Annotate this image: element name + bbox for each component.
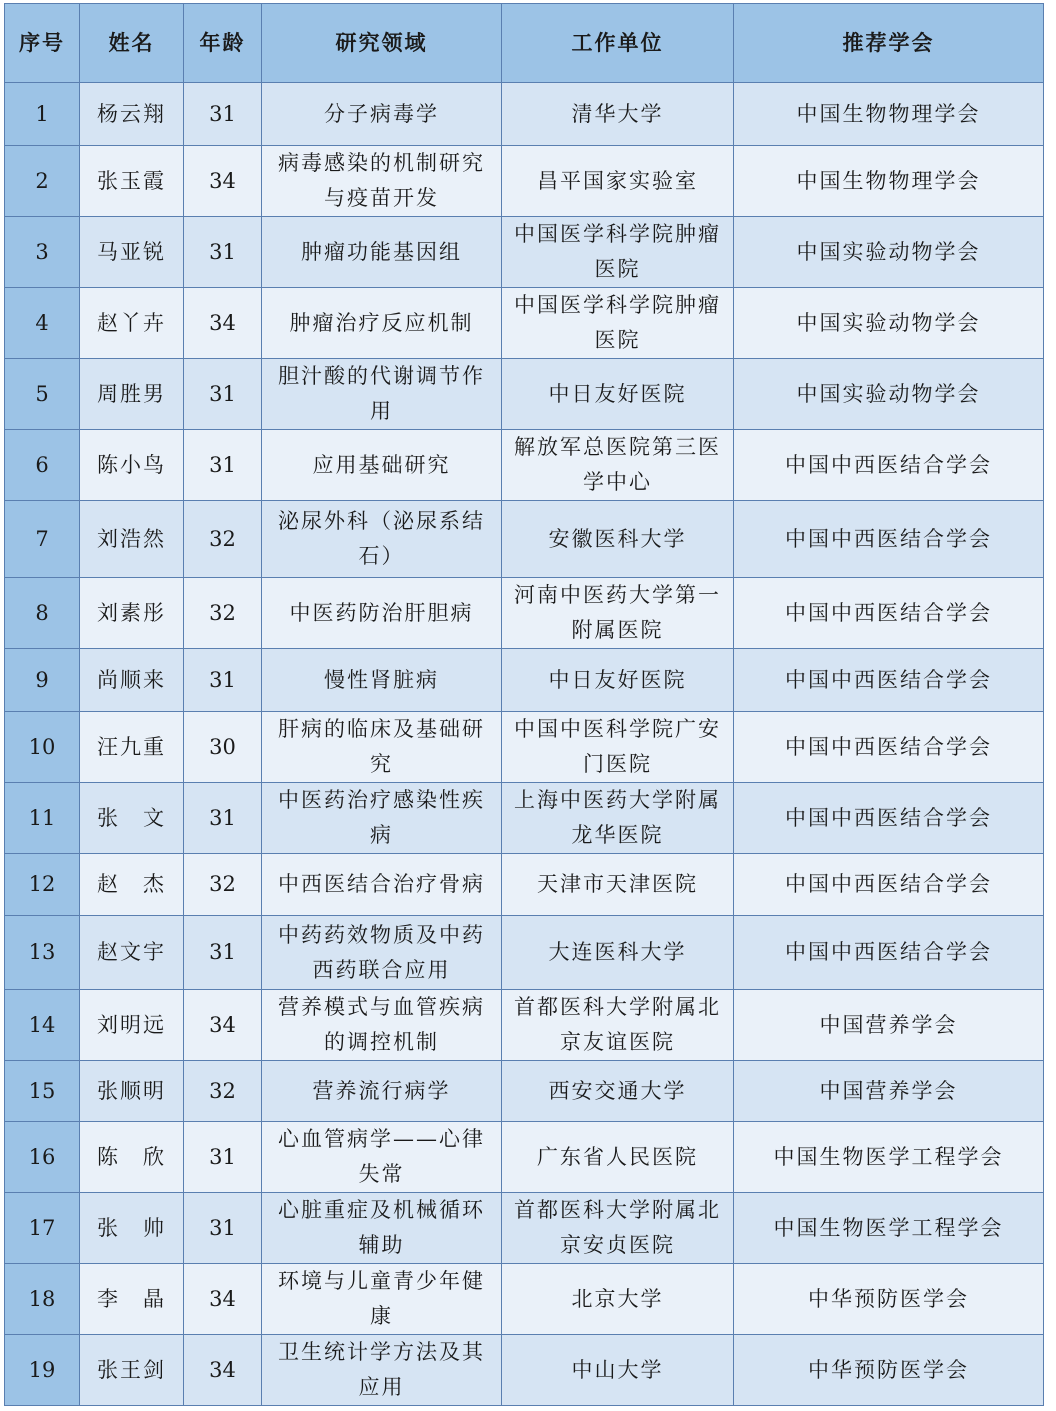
cell-index: 18 <box>5 1264 80 1335</box>
cell-name: 张玉霞 <box>80 146 184 217</box>
table-row <box>5 501 1044 578</box>
cell-society: 中国实验动物学会 <box>734 217 1044 288</box>
cell-field: 肝病的临床及基础研究 <box>262 712 502 783</box>
table-row <box>5 83 1044 146</box>
cell-name: 马亚锐 <box>80 217 184 288</box>
cell-unit: 解放军总医院第三医学中心 <box>502 430 734 501</box>
cell-field: 肿瘤功能基因组 <box>262 217 502 288</box>
cell-society: 中国生物物理学会 <box>734 146 1044 217</box>
cell-field: 卫生统计学方法及其应用 <box>262 1335 502 1406</box>
cell-index: 11 <box>5 783 80 854</box>
table-row <box>5 578 1044 649</box>
header-index: 序号 <box>5 4 80 83</box>
cell-index: 15 <box>5 1061 80 1122</box>
cell-index: 17 <box>5 1193 80 1264</box>
cell-age: 31 <box>184 916 262 990</box>
cell-society: 中国实验动物学会 <box>734 288 1044 359</box>
cell-field: 心血管病学——心律失常 <box>262 1122 502 1193</box>
cell-society: 中国中西医结合学会 <box>734 430 1044 501</box>
cell-unit: 中山大学 <box>502 1335 734 1406</box>
cell-field: 泌尿外科（泌尿系结石） <box>262 501 502 578</box>
cell-field: 心脏重症及机械循环辅助 <box>262 1193 502 1264</box>
cell-field: 环境与儿童青少年健康 <box>262 1264 502 1335</box>
cell-unit: 广东省人民医院 <box>502 1122 734 1193</box>
cell-age: 32 <box>184 1061 262 1122</box>
cell-society: 中华预防医学会 <box>734 1264 1044 1335</box>
cell-age: 31 <box>184 83 262 146</box>
cell-index: 4 <box>5 288 80 359</box>
cell-name: 张 帅 <box>80 1193 184 1264</box>
cell-age: 31 <box>184 217 262 288</box>
cell-society: 中国中西医结合学会 <box>734 712 1044 783</box>
cell-name: 汪九重 <box>80 712 184 783</box>
cell-index: 9 <box>5 649 80 712</box>
cell-age: 34 <box>184 146 262 217</box>
table-row <box>5 783 1044 854</box>
cell-society: 中国生物医学工程学会 <box>734 1122 1044 1193</box>
cell-age: 31 <box>184 359 262 430</box>
cell-age: 34 <box>184 990 262 1061</box>
cell-name: 杨云翔 <box>80 83 184 146</box>
cell-age: 31 <box>184 1122 262 1193</box>
cell-field: 应用基础研究 <box>262 430 502 501</box>
cell-age: 32 <box>184 501 262 578</box>
cell-index: 14 <box>5 990 80 1061</box>
cell-age: 31 <box>184 1193 262 1264</box>
cell-society: 中国中西医结合学会 <box>734 854 1044 916</box>
cell-name: 陈小鸟 <box>80 430 184 501</box>
cell-age: 32 <box>184 578 262 649</box>
cell-unit: 天津市天津医院 <box>502 854 734 916</box>
cell-field: 中药药效物质及中药西药联合应用 <box>262 916 502 990</box>
cell-name: 赵 杰 <box>80 854 184 916</box>
cell-name: 尚顺来 <box>80 649 184 712</box>
cell-index: 10 <box>5 712 80 783</box>
cell-society: 中国生物物理学会 <box>734 83 1044 146</box>
cell-field: 分子病毒学 <box>262 83 502 146</box>
table-row <box>5 288 1044 359</box>
cell-name: 张顺明 <box>80 1061 184 1122</box>
table-row <box>5 990 1044 1061</box>
cell-index: 6 <box>5 430 80 501</box>
table-row <box>5 217 1044 288</box>
cell-unit: 北京大学 <box>502 1264 734 1335</box>
cell-unit: 中国中医科学院广安门医院 <box>502 712 734 783</box>
cell-society: 中国实验动物学会 <box>734 359 1044 430</box>
cell-index: 3 <box>5 217 80 288</box>
cell-age: 31 <box>184 649 262 712</box>
cell-name: 张 文 <box>80 783 184 854</box>
cell-age: 31 <box>184 430 262 501</box>
cell-field: 中医药治疗感染性疾病 <box>262 783 502 854</box>
cell-unit: 中国医学科学院肿瘤医院 <box>502 288 734 359</box>
cell-age: 30 <box>184 712 262 783</box>
cell-name: 刘浩然 <box>80 501 184 578</box>
cell-unit: 清华大学 <box>502 83 734 146</box>
table-row <box>5 146 1044 217</box>
table-row <box>5 359 1044 430</box>
cell-age: 32 <box>184 854 262 916</box>
cell-name: 刘素彤 <box>80 578 184 649</box>
header-society: 推荐学会 <box>734 4 1044 83</box>
cell-unit: 大连医科大学 <box>502 916 734 990</box>
cell-field: 慢性肾脏病 <box>262 649 502 712</box>
table-row <box>5 649 1044 712</box>
cell-age: 34 <box>184 1264 262 1335</box>
table-row <box>5 916 1044 990</box>
cell-age: 34 <box>184 288 262 359</box>
cell-name: 赵丫卉 <box>80 288 184 359</box>
cell-society: 中国生物医学工程学会 <box>734 1193 1044 1264</box>
cell-unit: 上海中医药大学附属龙华医院 <box>502 783 734 854</box>
cell-society: 中国营养学会 <box>734 990 1044 1061</box>
cell-unit: 中日友好医院 <box>502 359 734 430</box>
cell-name: 张王剑 <box>80 1335 184 1406</box>
cell-index: 8 <box>5 578 80 649</box>
header-age: 年龄 <box>184 4 262 83</box>
cell-unit: 首都医科大学附属北京安贞医院 <box>502 1193 734 1264</box>
cell-field: 营养模式与血管疾病的调控机制 <box>262 990 502 1061</box>
cell-unit: 首都医科大学附属北京友谊医院 <box>502 990 734 1061</box>
cell-unit: 中日友好医院 <box>502 649 734 712</box>
cell-age: 34 <box>184 1335 262 1406</box>
header-row <box>5 4 1044 83</box>
header-unit: 工作单位 <box>502 4 734 83</box>
cell-name: 陈 欣 <box>80 1122 184 1193</box>
cell-index: 7 <box>5 501 80 578</box>
header-field: 研究领域 <box>262 4 502 83</box>
cell-index: 19 <box>5 1335 80 1406</box>
cell-index: 5 <box>5 359 80 430</box>
cell-name: 李 晶 <box>80 1264 184 1335</box>
cell-unit: 安徽医科大学 <box>502 501 734 578</box>
cell-index: 12 <box>5 854 80 916</box>
cell-field: 肿瘤治疗反应机制 <box>262 288 502 359</box>
table-row <box>5 430 1044 501</box>
cell-index: 2 <box>5 146 80 217</box>
header-name: 姓名 <box>80 4 184 83</box>
cell-field: 胆汁酸的代谢调节作用 <box>262 359 502 430</box>
cell-name: 刘明远 <box>80 990 184 1061</box>
cell-society: 中国营养学会 <box>734 1061 1044 1122</box>
cell-index: 13 <box>5 916 80 990</box>
cell-field: 中西医结合治疗骨病 <box>262 854 502 916</box>
cell-society: 中国中西医结合学会 <box>734 578 1044 649</box>
table-row <box>5 1122 1044 1193</box>
cell-society: 中国中西医结合学会 <box>734 783 1044 854</box>
cell-unit: 昌平国家实验室 <box>502 146 734 217</box>
cell-field: 中医药防治肝胆病 <box>262 578 502 649</box>
cell-society: 中华预防医学会 <box>734 1335 1044 1406</box>
cell-society: 中国中西医结合学会 <box>734 649 1044 712</box>
cell-name: 赵文宇 <box>80 916 184 990</box>
cell-unit: 中国医学科学院肿瘤医院 <box>502 217 734 288</box>
cell-society: 中国中西医结合学会 <box>734 916 1044 990</box>
cell-index: 16 <box>5 1122 80 1193</box>
recommendation-table <box>4 3 1044 1406</box>
cell-name: 周胜男 <box>80 359 184 430</box>
cell-field: 病毒感染的机制研究与疫苗开发 <box>262 146 502 217</box>
table-body <box>5 83 1044 1406</box>
table-row <box>5 854 1044 916</box>
table-row <box>5 712 1044 783</box>
table-row <box>5 1061 1044 1122</box>
cell-index: 1 <box>5 83 80 146</box>
table-row <box>5 1193 1044 1264</box>
cell-field: 营养流行病学 <box>262 1061 502 1122</box>
cell-age: 31 <box>184 783 262 854</box>
cell-unit: 河南中医药大学第一附属医院 <box>502 578 734 649</box>
cell-society: 中国中西医结合学会 <box>734 501 1044 578</box>
table-row <box>5 1335 1044 1406</box>
cell-unit: 西安交通大学 <box>502 1061 734 1122</box>
table-row <box>5 1264 1044 1335</box>
